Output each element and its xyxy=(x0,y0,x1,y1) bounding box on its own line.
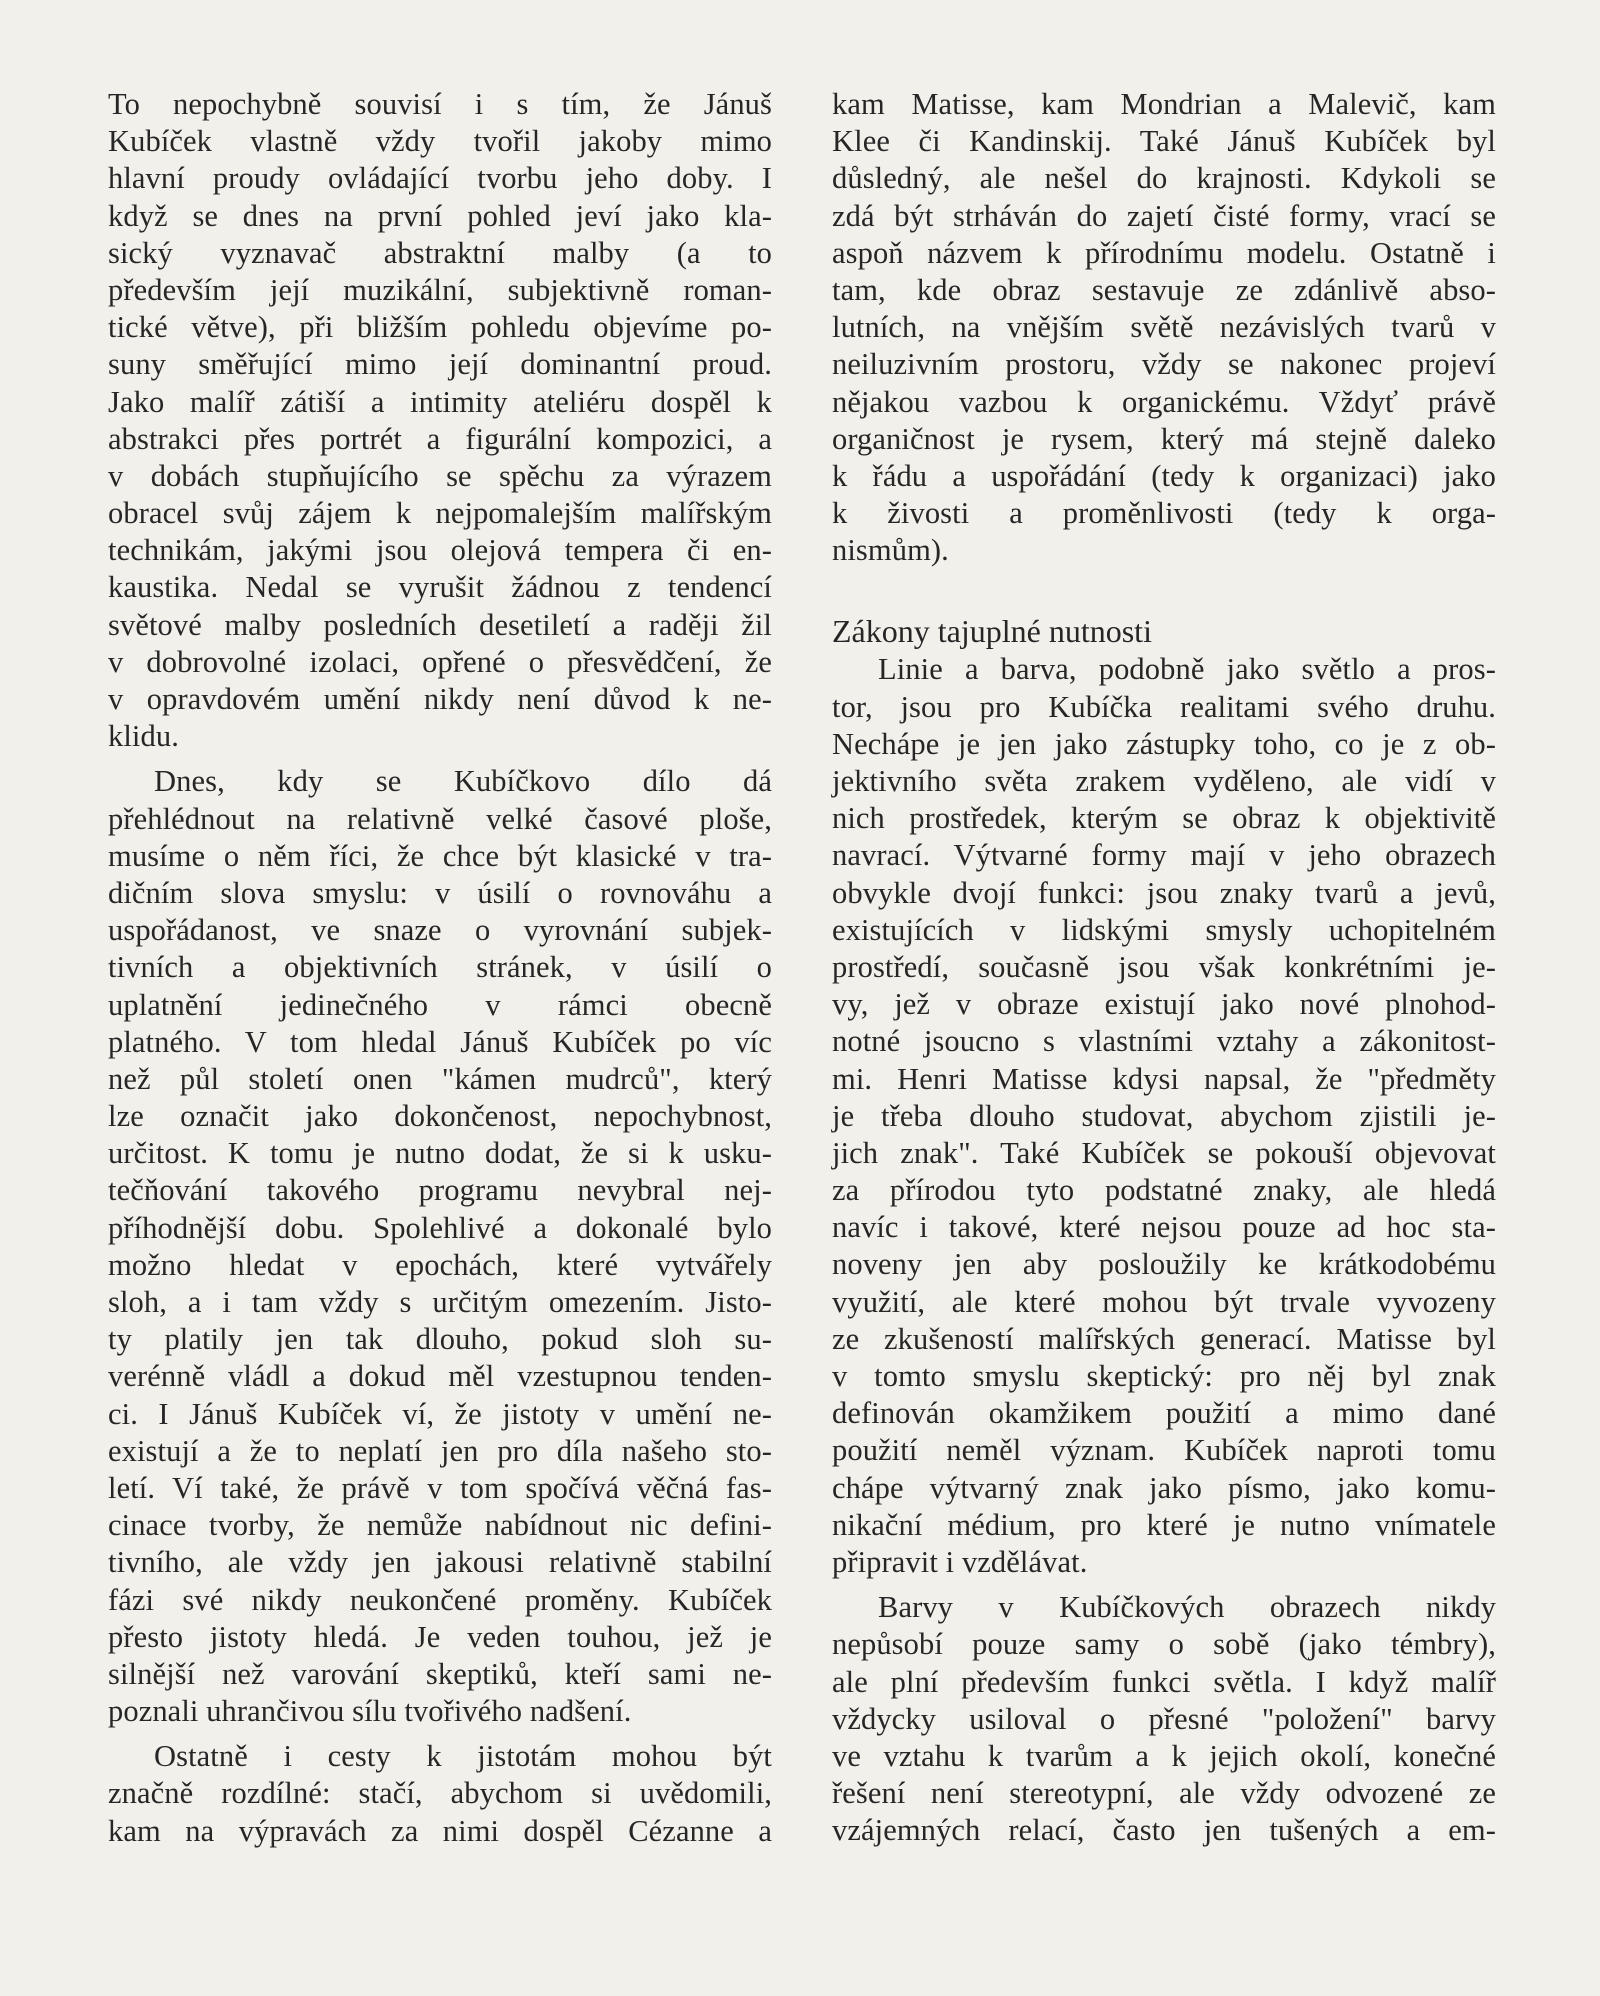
text-line: tivního, ale vždy jen jakousi relativně stabilní xyxy=(108,1545,772,1580)
paragraph xyxy=(832,651,1496,1581)
text-line: Kubíček vlastně vždy tvořil jakoby mimo xyxy=(108,124,772,159)
text-line: platného. V tom hledal Jánuš Kubíček po víc xyxy=(108,1024,772,1059)
text-line: zdá být strháván do zajetí čisté formy, vrací se xyxy=(832,198,1496,233)
right-text-column xyxy=(832,86,1496,1849)
right-column-section-text xyxy=(832,651,1496,1849)
text-line: klidu. xyxy=(108,719,179,754)
text-line: uplatnění jedinečného v rámci obecně xyxy=(108,987,772,1022)
text-line: obvykle dvojí funkci: jsou znaky tvarů a jevů, xyxy=(832,875,1496,910)
text-line: ci. I Jánuš Kubíček ví, že jistoty v umění ne- xyxy=(108,1396,772,1431)
text-line: uspořádanost, ve snaze o vyrovnání subjek- xyxy=(108,913,772,948)
text-line: lutních, na vnějším světě nezávislých tvarů v xyxy=(832,310,1496,345)
text-line: mi. Henri Matisse kdysi napsal, že "předměty xyxy=(832,1061,1496,1096)
text-line: cinace tvorby, že nemůže nabídnout nic defini- xyxy=(108,1508,772,1543)
text-line: využití, ale které mohou být trvale vyvozeny xyxy=(832,1284,1496,1319)
text-line: použití neměl význam. Kubíček naproti tomu xyxy=(832,1433,1496,1468)
text-line: v tomto smyslu skeptický: pro něj byl znak xyxy=(832,1359,1496,1393)
text-line: v dobách stupňujícího se spěchu za výrazem xyxy=(108,458,772,493)
text-line: vzájemných relací, často jen tušených a em- xyxy=(832,1813,1496,1848)
text-line: nich prostředek, kterým se obraz k objektivitě xyxy=(832,801,1496,836)
text-line: ze zkušeností malířských generací. Matisse byl xyxy=(832,1321,1496,1356)
text-line: definován okamžikem použití a mimo dané xyxy=(832,1396,1496,1431)
section-heading: Zákony tajuplné nutnosti xyxy=(832,613,1152,650)
text-line: vy, jež v obraze existují jako nové plnohod- xyxy=(832,987,1496,1022)
text-line: nikační médium, pro které je nutno vnímatele xyxy=(832,1507,1496,1542)
text-line: kam na výpravách za nimi dospěl Cézanne a xyxy=(108,1813,772,1848)
text-line: tické větve), při bližším pohledu objevíme po- xyxy=(108,310,772,345)
text-line: určitost. K tomu je nutno dodat, že si k usku- xyxy=(108,1136,772,1171)
text-line: technikám, jakými jsou olejová tempera či en- xyxy=(108,533,772,568)
text-line: To nepochybně souvisí i s tím, že Jánuš xyxy=(108,87,772,121)
text-line: nismům). xyxy=(832,533,949,568)
text-line: Linie a barva, podobně jako světlo a pros- xyxy=(878,652,1496,687)
text-line: především její muzikální, subjektivně roman- xyxy=(108,272,772,307)
text-line: obracel svůj zájem k nejpomalejším malířským xyxy=(108,496,772,531)
text-line: je třeba dlouho studovat, abychom zjistili je- xyxy=(832,1098,1496,1133)
text-line: než půl století onen "kámen mudrců", který xyxy=(108,1061,772,1096)
text-line: fázi své nikdy neukončené proměny. Kubíček xyxy=(108,1582,772,1617)
text-line: chápe výtvarný znak jako písmo, jako komu- xyxy=(832,1470,1496,1505)
text-line: tor, jsou pro Kubíčka realitami svého druhu. xyxy=(832,689,1496,724)
text-line: řešení není stereotypní, ale vždy odvozené ze xyxy=(832,1776,1496,1811)
text-line: musíme o něm říci, že chce být klasické v tra- xyxy=(108,838,772,873)
text-line: značně rozdílné: stačí, abychom si uvědomili, xyxy=(108,1776,772,1811)
text-line: příhodnější dobu. Spolehlivé a dokonalé bylo xyxy=(108,1210,772,1245)
text-line: noveny jen aby posloužily ke krátkodobému xyxy=(832,1247,1496,1282)
text-line: za přírodou tyto podstatné znaky, ale hledá xyxy=(832,1173,1496,1208)
text-line: neiluzivním prostoru, vždy se nakonec projeví xyxy=(832,347,1496,382)
text-line: Dnes, kdy se Kubíčkovo dílo dá xyxy=(154,764,772,799)
text-line: poznali uhrančivou sílu tvořivého nadšení. xyxy=(108,1694,632,1729)
text-line: hlavní proudy ovládající tvorbu jeho doby. I xyxy=(108,161,772,196)
text-line: Ostatně i cesty k jistotám mohou být xyxy=(154,1739,772,1774)
text-line: světové malby posledních desetiletí a raději žil xyxy=(108,607,772,642)
text-line: sloh, a i tam vždy s určitým omezením. Jisto- xyxy=(108,1285,772,1319)
text-line: dičním slova smyslu: v úsilí o rovnováhu a xyxy=(108,875,772,910)
paragraph xyxy=(832,1589,1496,1849)
text-line: verénně vládl a dokud měl vzestupnou tenden- xyxy=(108,1359,772,1394)
text-line: k řádu a uspořádání (tedy k organizaci) jako xyxy=(832,458,1496,493)
text-line: organičnost je rysem, který má stejně daleko xyxy=(832,421,1496,456)
text-line: když se dnes na první pohled jeví jako kla- xyxy=(108,198,772,233)
text-line: Nechápe je jen jako zástupky toho, co je z ob- xyxy=(832,726,1496,761)
text-line: důsledný, ale nešel do krajnosti. Kdykoli se xyxy=(832,161,1496,196)
text-line: navíc i takové, které nejsou pouze ad hoc sta- xyxy=(832,1210,1496,1245)
text-line: Jako malíř zátiší a intimity ateliéru dospěl k xyxy=(108,384,772,419)
text-line: Klee či Kandinskij. Také Jánuš Kubíček byl xyxy=(832,124,1496,159)
text-line: existují a že to neplatí jen pro díla našeho sto- xyxy=(108,1433,772,1468)
text-line: Barvy v Kubíčkových obrazech nikdy xyxy=(878,1590,1496,1625)
text-line: abstrakci přes portrét a figurální kompozici, a xyxy=(108,421,772,456)
text-line: tečňování takového programu nevybral nej- xyxy=(108,1173,772,1208)
paragraph xyxy=(832,86,1496,569)
text-line: možno hledat v epochách, které vytvářely xyxy=(108,1247,772,1282)
text-line: nějakou vazbou k organickému. Vždyť právě xyxy=(832,384,1496,419)
text-line: ty platily jen tak dlouho, pokud sloh su- xyxy=(108,1322,772,1357)
text-line: notné jsoucno s vlastními vztahy a zákonitost- xyxy=(832,1024,1496,1059)
text-line: ve vztahu k tvarům a k jejich okolí, konečné xyxy=(832,1738,1496,1773)
text-line: ale plní především funkci světla. I když malíř xyxy=(832,1664,1496,1699)
text-line: silnější než varování skeptiků, kteří sami ne- xyxy=(108,1656,772,1691)
paragraph xyxy=(108,86,772,755)
text-line: přesto jistoty hledá. Je veden touhou, jež je xyxy=(108,1619,772,1654)
text-line: kam Matisse, kam Mondrian a Malevič, kam xyxy=(832,87,1496,121)
text-line: přehlédnout na relativně velké časové ploše, xyxy=(108,801,772,836)
text-line: tam, kde obraz sestavuje ze zdánlivě abso- xyxy=(832,272,1496,307)
text-line: vždycky usiloval o přesné "položení" barvy xyxy=(832,1701,1496,1736)
text-line: jektivního světa zrakem vyděleno, ale vidí v xyxy=(832,764,1496,798)
text-line: prostředí, současně jsou však konkrétními je- xyxy=(832,949,1496,984)
text-line: jich znak". Také Kubíček se pokouší objevovat xyxy=(832,1135,1496,1170)
right-column-opening-text xyxy=(832,86,1496,569)
left-text-column xyxy=(108,86,772,1850)
paragraph xyxy=(108,763,772,1730)
text-line: tivních a objektivních stránek, v úsilí o xyxy=(108,950,772,985)
text-line: sický vyznavač abstraktní malby (a to xyxy=(108,235,772,270)
text-line: v opravdovém umění nikdy není důvod k ne- xyxy=(108,682,772,716)
text-line: v dobrovolné izolaci, opřené o přesvědčení, že xyxy=(108,644,772,679)
text-line: suny směřující mimo její dominantní proud. xyxy=(108,347,772,382)
text-line: kaustika. Nedal se vyrušit žádnou z tendencí xyxy=(108,570,772,605)
text-line: připravit i vzdělávat. xyxy=(832,1544,1088,1579)
text-line: letí. Ví také, že právě v tom spočívá věčná fas- xyxy=(108,1470,772,1505)
paragraph xyxy=(108,1738,772,1850)
text-line: k živosti a proměnlivosti (tedy k orga- xyxy=(832,496,1496,531)
text-line: lze označit jako dokončenost, nepochybnost, xyxy=(108,1099,772,1134)
text-line: navrací. Výtvarné formy mají v jeho obrazech xyxy=(832,838,1496,873)
text-line: existujících v lidskými smysly uchopitelném xyxy=(832,912,1496,947)
text-line: aspoň názvem k přírodnímu modelu. Ostatně i xyxy=(832,235,1496,270)
text-line: nepůsobí pouze samy o sobě (jako témbry), xyxy=(832,1627,1496,1662)
